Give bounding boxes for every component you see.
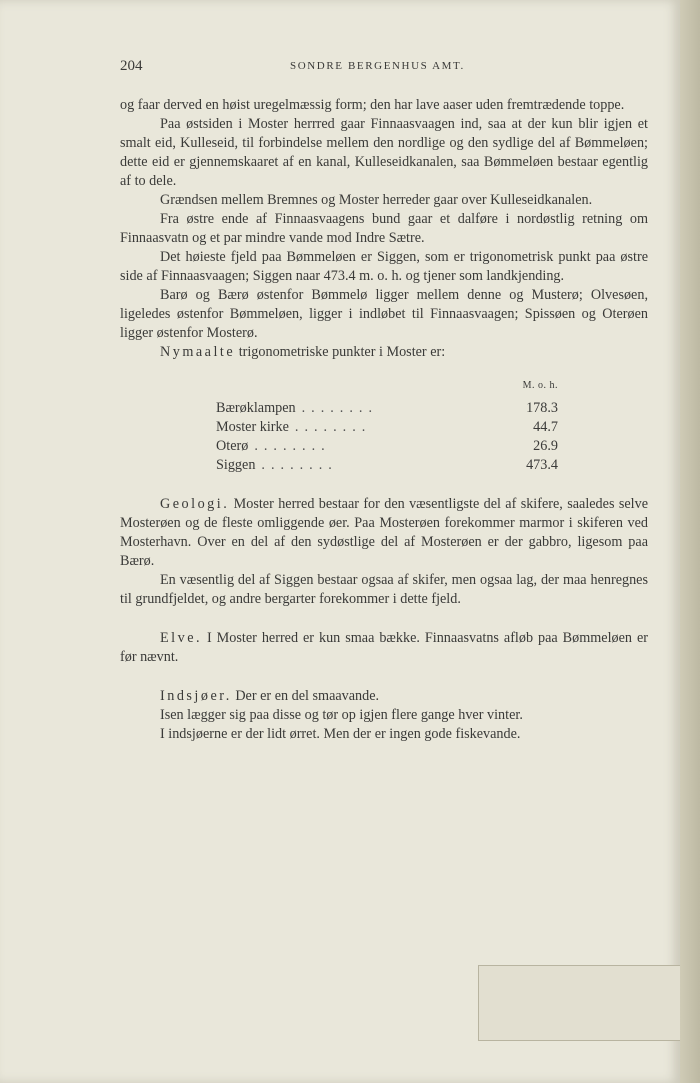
geologi-paragraph (120, 495, 648, 571)
table-row (216, 437, 558, 456)
library-stamp-box (478, 965, 683, 1041)
trig-points-table (216, 376, 558, 475)
point-height: 178.3 (526, 400, 558, 416)
point-height: 44.7 (533, 419, 558, 435)
point-height: 26.9 (533, 438, 558, 454)
indsjoer-text: Der er en del smaavande. (231, 688, 380, 704)
leader-dots: ........ (254, 438, 331, 454)
body-paragraph: Det høieste fjeld paa Bømmeløen er Siggen, som er trigonometrisk punkt paa østre side af Finnaasvaagen; Siggen naar 473.4 m. o. h. og tjener som landkjending. (120, 249, 648, 284)
body-paragraph: En væsentlig del af Siggen bestaar ogsaa af skifer, men ogsaa lag, der maa henregnes til grundfjeldet, og andre bergarter forekommer i dette fjeld. (120, 572, 648, 607)
table-row (216, 399, 558, 418)
body-paragraph: Paa østsiden i Moster herrred gaar Finnaasvaagen ind, saa at der kun blir igjen et smalt eid, Kulleseid, til forbindelse mellem den nordlige og den sydlige del af Bømmeløen; dette eid er gjennemskaaret af en kanal, Kulleseidkanalen, saa Bømmeløen bestaar egentlig af to dele. (120, 116, 648, 189)
indsjoer-paragraph (120, 687, 648, 706)
body-paragraph: I indsjøerne er der lidt ørret. Men der er ingen gode fiskevande. (160, 726, 521, 742)
page-body (120, 96, 648, 744)
geologi-heading: Geologi. (160, 496, 230, 512)
body-paragraph: Grændsen mellem Bremnes og Moster herreder gaar over Kulleseidkanalen. (160, 192, 593, 208)
leader-dots: ........ (294, 419, 372, 435)
body-paragraph: Fra østre ende af Finnaasvaagens bund gaar et dalføre i nordøstlig retning om Finnaasvatn og et par mindre vande mod Indre Sætre. (120, 211, 648, 246)
point-height: 473.4 (526, 457, 558, 473)
body-paragraph: Isen lægger sig paa disse og tør op igjen flere gange hver vinter. (160, 707, 523, 723)
running-title: SONDRE BERGENHUS AMT. (290, 60, 465, 72)
table-row (216, 418, 558, 437)
point-name: Oterø (216, 438, 249, 454)
page-edge (680, 0, 700, 1083)
page-header (120, 58, 648, 78)
table-unit-header: M. o. h. (522, 380, 558, 391)
table-title-rest: trigonometriske punkter i Moster er: (235, 344, 446, 360)
point-name: Moster kirke (216, 419, 289, 435)
elve-paragraph (120, 629, 648, 667)
table-title (120, 343, 648, 362)
point-name: Bærøklampen (216, 400, 296, 416)
geologi-text: Moster herred bestaar for den væsentligste del af skifere, saaledes selve Mosterøen og de fleste omliggende øer. Paa Mosterøen forekommer marmor i skiferen ved Mosterhavn. Over en del af den sydøstlige del af Mosterøen er der gabbro, ligesom paa Bærø. (120, 496, 648, 569)
leader-dots: ........ (301, 400, 378, 416)
elve-heading: Elve. (160, 630, 203, 646)
indsjoer-heading: Indsjøer. (160, 688, 232, 704)
point-name: Siggen (216, 457, 256, 473)
table-row (216, 456, 558, 475)
elve-text: I Moster herred er kun smaa bække. Finnaasvatns afløb paa Bømmeløen er før nævnt. (120, 630, 648, 665)
table-title-spaced: Nymaalte (160, 344, 236, 360)
body-paragraph: Barø og Bærø østenfor Bømmelø ligger mellem denne og Musterø; Olvesøen, ligeledes østenfor Bømmeløen, ligger i indløbet til Finnaasvaagen; Spissøen og Oterøen ligger østenfor Mosterø. (120, 287, 648, 341)
leader-dots: ........ (261, 457, 338, 473)
page-number: 204 (120, 58, 143, 74)
body-paragraph: og faar derved en høist uregelmæssig form; den har lave aaser uden fremtrædende toppe. (120, 97, 625, 113)
